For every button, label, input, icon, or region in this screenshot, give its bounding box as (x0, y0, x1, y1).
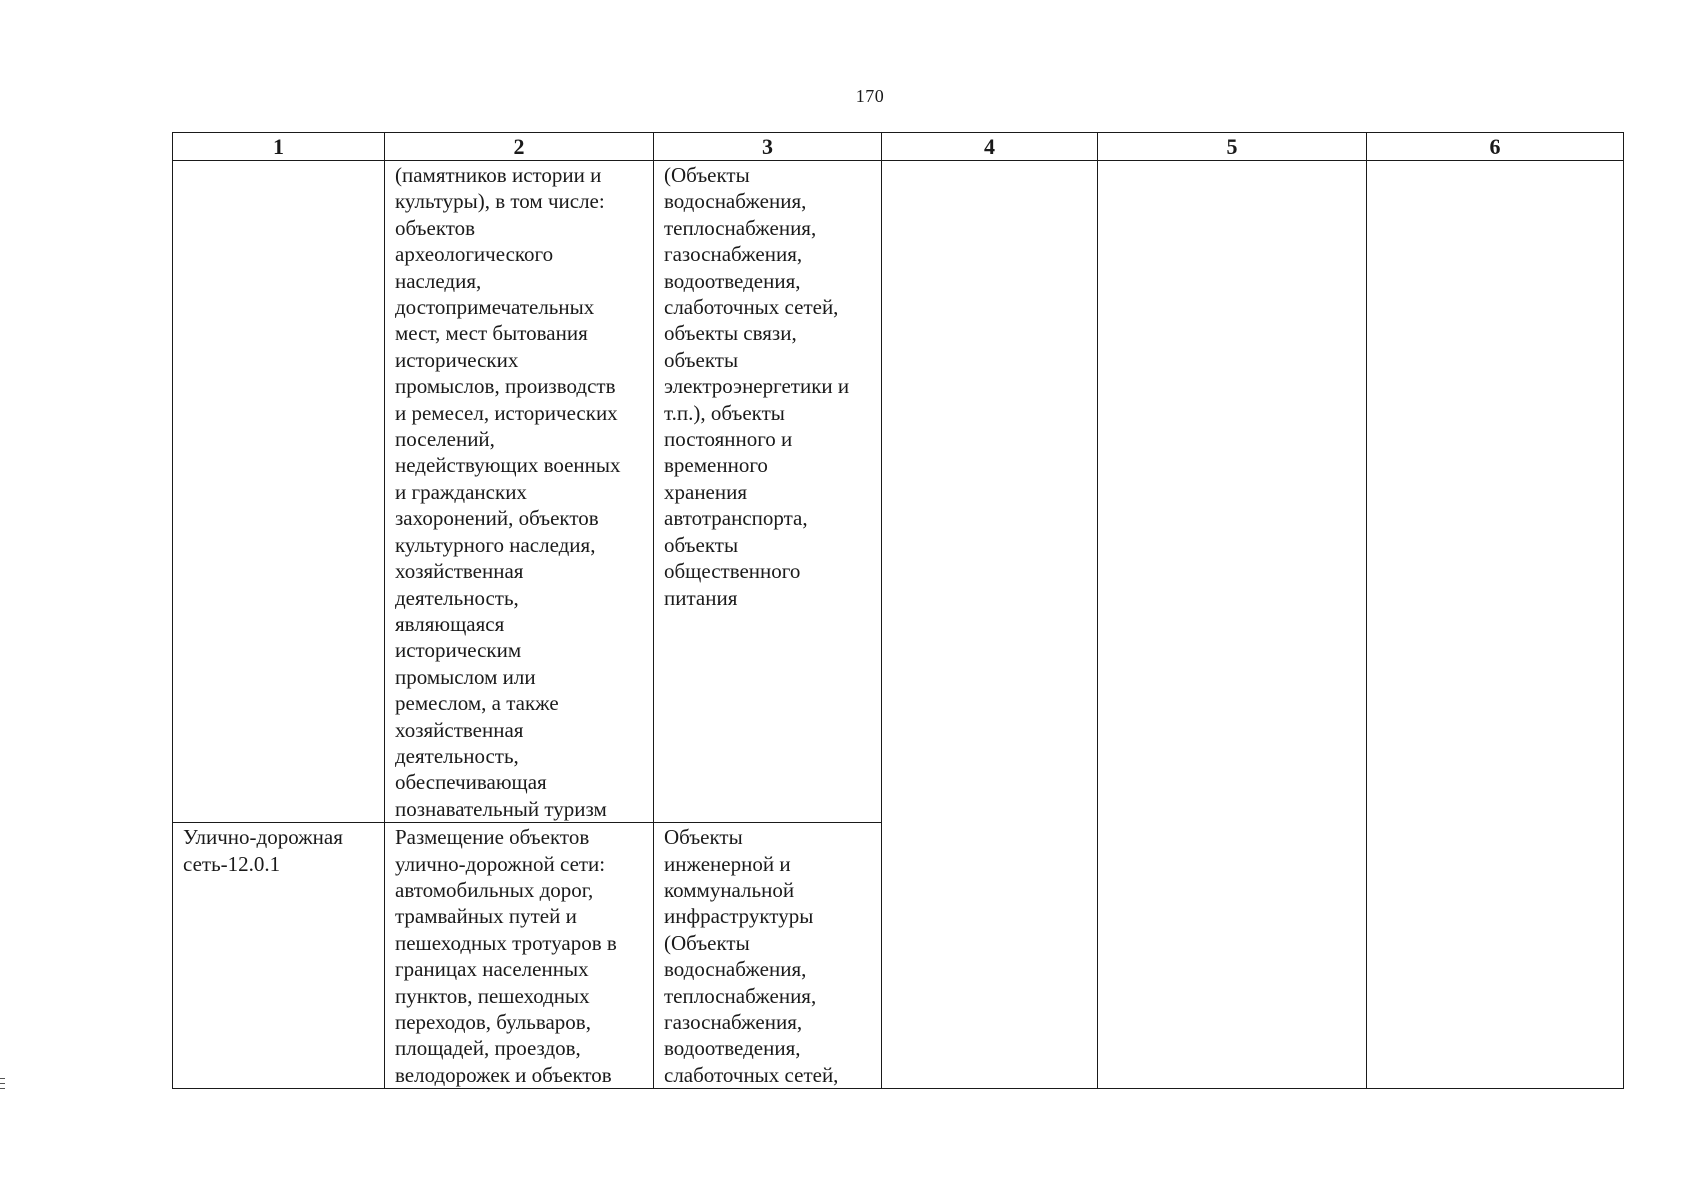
table-header-row (173, 133, 1624, 161)
page-number: 170 (855, 86, 885, 106)
column-4-cell (882, 161, 1098, 1089)
permitted-objects-cell: Объекты инженерной и коммунальной инфраструктуры (Объекты водоснабжения, теплоснабжения, газоснабжения, водоотведения, слаботочных сетей, (654, 823, 882, 1089)
table-row (173, 161, 1624, 823)
scan-margin-mark (0, 1078, 5, 1092)
column-6-cell (1367, 161, 1624, 1089)
column-header-6: 6 (1367, 133, 1624, 161)
land-use-table (172, 132, 1624, 1089)
column-header-2: 2 (385, 133, 654, 161)
permitted-objects-cell: (Объекты водоснабжения, теплоснабжения, газоснабжения, водоотведения, слаботочных сетей, объекты связи, объекты электроэнергетики и т.п.), объекты постоянного и временного хранения автотранспорта, объекты общественного питания (654, 161, 882, 823)
column-header-1: 1 (173, 133, 385, 161)
column-header-3: 3 (654, 133, 882, 161)
column-header-5: 5 (1098, 133, 1367, 161)
description-cell: Размещение объектов улично-дорожной сети: автомобильных дорог, трамвайных путей и пешеходных тротуаров в границах населенных пунктов, пешеходных переходов, бульваров, площадей, проездов, велодорожек и объектов (385, 823, 654, 1089)
description-cell: (памятников истории и культуры), в том числе: объектов археологического наследия, достопримечательных мест, мест бытования исторических промыслов, производств и ремесел, исторических поселений, недействующих военных и гражданских захоронений, объектов культурного наследия, хозяйственная деятельность, являющаяся историческим промыслом или ремеслом, а также хозяйственная деятельность, обеспечивающая познавательный туризм (385, 161, 654, 823)
land-use-type-cell (173, 161, 385, 823)
column-header-4: 4 (882, 133, 1098, 161)
column-5-cell (1098, 161, 1367, 1089)
land-use-type-cell: Улично-дорожная сеть-12.0.1 (173, 823, 385, 1089)
